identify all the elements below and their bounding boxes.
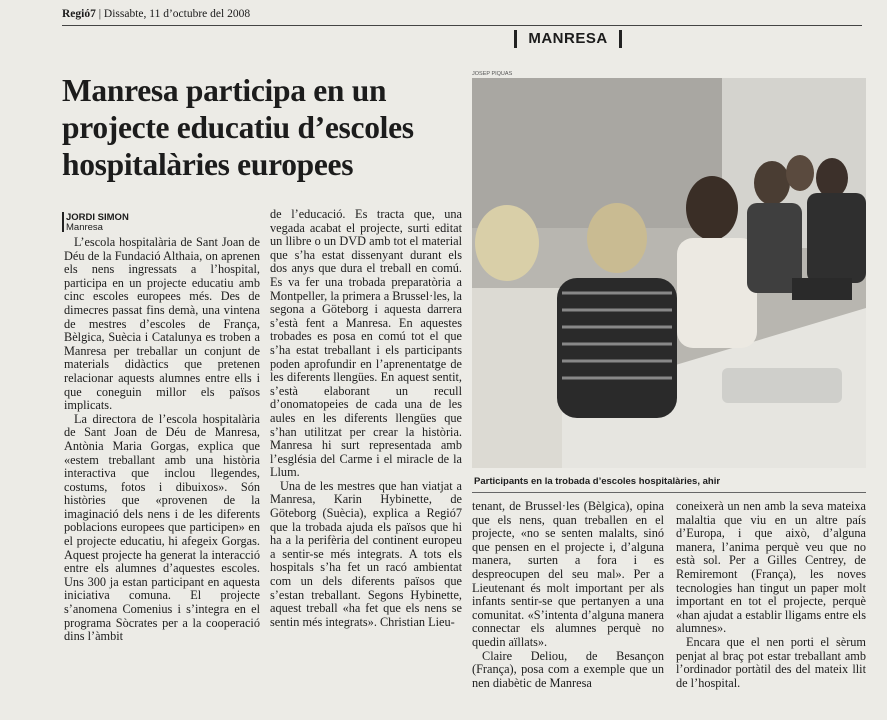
headline: Manresa participa en un projecte educatiu d’escoles hospitalàries europees: [62, 73, 414, 182]
masthead-rule: [62, 25, 862, 26]
masthead-separator: |: [98, 8, 104, 20]
photo-illustration: [472, 78, 866, 468]
paragraph: coneixerà un nen amb la seva mateixa malaltia que viu en un altre país d’Europa, i que això, d’alguna manera, l’anima perquè veu que no està sol. Per a Gilles Centrey, de Remiremont (França), les noves tecnologies han tingut un paper molt important en tot el projecte, perquè «han ajudat a establir lligams entre els alumnes».: [676, 499, 866, 636]
byline-bar: [62, 212, 64, 232]
column-1: [64, 236, 260, 644]
byline-author: JORDI SIMON: [66, 212, 129, 223]
paragraph: Encara que el nen porti el sèrum penjat al braç pot estar treballant amb l’ordinador portàtil des del mateix llit de l’hospital.: [676, 634, 866, 690]
photo-caption: Participants en la trobada d’escoles hospitalàries, ahir: [474, 476, 721, 487]
column-4: [676, 500, 866, 690]
masthead-date: Dissabte, 11 d’octubre del 2008: [103, 8, 251, 20]
paragraph: L’escola hospitalària de Sant Joan de Déu de la Fundació Althaia, on aprenen els nens ingressats a l’hospital, participa en un projecte educatiu amb cinc escoles europees més. Des de dimecres passat fins demà, una vintena de mestres d’escoles de França, Bèlgica, Suècia i Catalunya es troben a Manresa per treballar un conjunt de materials didàctics que pretenen relacionar aquests alumnes entre ells i que coneguin millor els països implicats.: [64, 235, 260, 413]
paragraph: Una de les mestres que han viatjat a Manresa, Karin Hybinette, de Göteborg (Suècia), explica a Regió7 que la trobada ajuda els països que hi ha a la perifèria del continent europeu a sentir-se més integrats. A tots els hospitals s’ha fet un racó ambientat com un dels diferents països que s’estan treballant. Segons Hybinette, aquest treball «ha fet que els nens se sentin més integrats». Christian Lieu-: [270, 478, 462, 629]
byline: [66, 213, 129, 233]
section-label: MANRESA: [514, 30, 622, 48]
masthead: [62, 8, 250, 20]
paragraph: tenant, de Brussel·les (Bèlgica), opina que els nens, quan treballen en el projecte, «no se senten malalts, sinó que pensen en el projecte i, d’alguna manera, surten a fora i es despreocupen del seu mal». Per a Lieutenant és molt important per als infants sentir-se que pertanyen a una comunitat. «S’intenta d’alguna manera connectar els alumnes perquè no quedin aïllats».: [472, 499, 664, 649]
caption-rule: [472, 492, 866, 493]
paragraph: La directora de l’escola hospitalària de Sant Joan de Déu de Manresa, Antònia Maria Gorgas, explica que «estem treballant amb una història interactiva que inclou llegendes, costums, fotos i dibuixos». Són històries que «provenen de la imaginació dels nens i de les diferents poblacions europees que participen» en el projecte educatiu, hi afegeix Gorgas. Aquest projecte ha generat la interacció entre els alumnes d’aquestes escoles. Uns 300 ja estan participant en aquesta iniciativa comuna. El projecte s’anomena Comenius i s’integra en el programa Sòcrates per a la cooperació dins l’àmbit: [64, 411, 260, 644]
masthead-paper: Regió7: [62, 8, 96, 20]
column-2: [270, 208, 462, 629]
column-3: [472, 500, 664, 690]
photo-credit: JOSEP PIQUAS: [472, 71, 513, 77]
paragraph: Claire Deliou, de Besançon (França), posa com a exemple que un nen diabètic de Manresa: [472, 648, 664, 690]
paragraph: de l’educació. Es tracta que, una vegada acabat el projecte, surti editat un llibre o un DVD amb tot el material que s’ha estat dissenyant durant els dos anys que dura el treball en comú. Es va fer una trobada preparatòria a Montpeller, la primera a Brussel·les, la segona a Göteborg i aquesta darrera s’està fent a Manresa. En aquestes trobades es posa en comú tot el que s’ha estat treballant i els participants poden aprofundir en l’aprenentatge de les diferents llengües. En aquest sentit, s’està elaborant un recull d’onomatopeies de cada una de les aules en les diferents llengües que s’han utilitzat per crear la història. Manresa hi surt representada amb l’església del Carme i el miracle de la Llum.: [270, 207, 462, 480]
byline-place: Manresa: [66, 222, 103, 233]
news-photo: [472, 78, 866, 468]
